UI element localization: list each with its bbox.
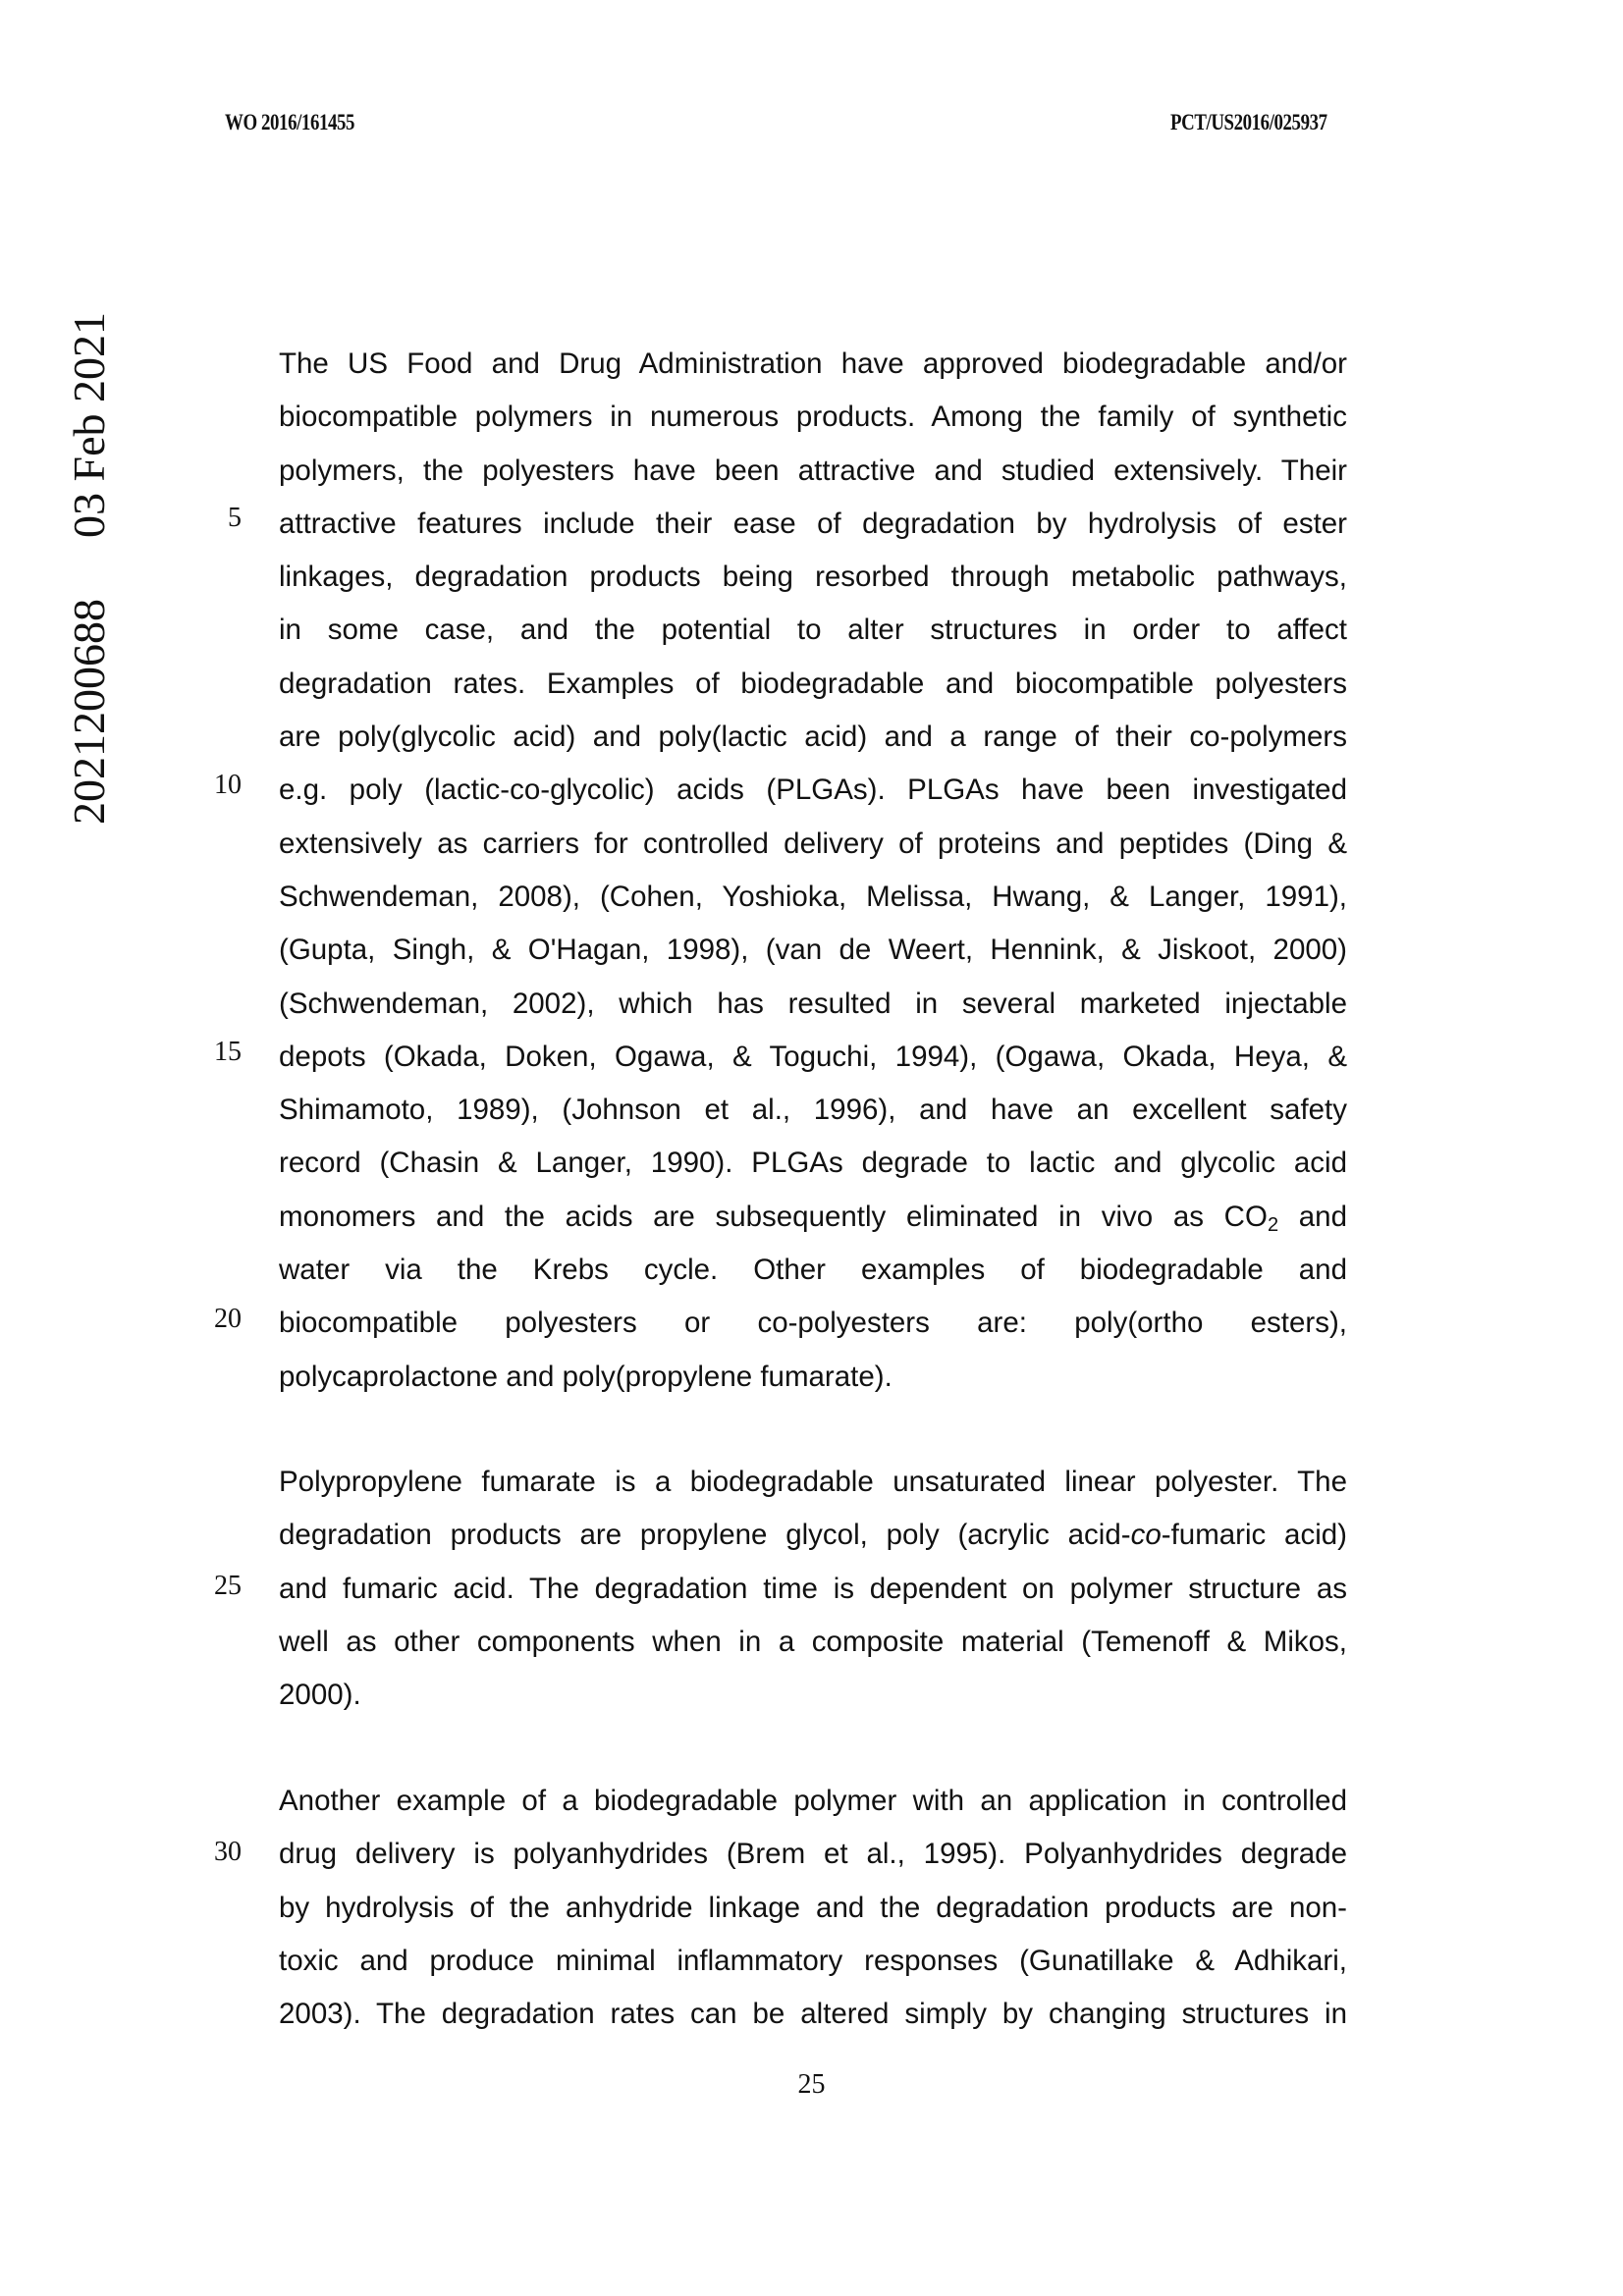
- page-number: 25: [797, 2069, 826, 2100]
- text-line: water via the Krebs cycle. Other examples of biodegradable and: [279, 1254, 1347, 1287]
- text-line: Another example of a biodegradable polymer with an application in controlled: [279, 1785, 1347, 1817]
- publication-number: WO 2016/161455: [225, 110, 355, 134]
- line-number: 10: [214, 770, 242, 800]
- text-line: attractive features include their ease of degradation by hydrolysis of ester: [279, 507, 1347, 540]
- text-line-main: monomers and the acids are subsequently eliminated in vivo as $CO_2$ and: [279, 1200, 1347, 1236]
- line-number: 25: [214, 1571, 242, 1601]
- paragraph-3: [279, 1775, 1347, 2041]
- text-line: (Gupta, Singh, & O'Hagan, 1998), (van de Weert, Hennink, & Jiskoot, 2000): [279, 934, 1347, 967]
- text-line: well as other components when in a composite material (Temenoff & Mikos,: [279, 1625, 1347, 1658]
- text-line: Polypropylene fumarate is a biodegradable unsaturated linear polyester. The: [279, 1466, 1347, 1498]
- line-number: 5: [228, 503, 242, 533]
- side-date: 03 Feb 2021: [64, 312, 114, 538]
- paragraph-1: [279, 338, 1347, 1404]
- text-line: [279, 1191, 1347, 1244]
- text-line: linkages, degradation products being resorbed through metabolic pathways,: [279, 561, 1347, 594]
- text-line: depots (Okada, Doken, Ogawa, & Toguchi, 1994), (Ogawa, Okada, Heya, &: [279, 1040, 1347, 1073]
- text-line: Schwendeman, 2008), (Cohen, Yoshioka, Melissa, Hwang, & Langer, 1991),: [279, 880, 1347, 913]
- text-line: biocompatible polymers in numerous products. Among the family of synthetic: [279, 400, 1347, 434]
- text-line: [279, 1509, 1347, 1562]
- text-line: and fumaric acid. The degradation time is dependent on polymer structure as: [279, 1572, 1347, 1605]
- line-number: 20: [214, 1304, 242, 1334]
- text-line: drug delivery is polyanhydrides (Brem et al., 1995). Polyanhydrides degrade: [279, 1838, 1347, 1871]
- text-line: extensively as carriers for controlled delivery of proteins and peptides (Ding &: [279, 827, 1347, 860]
- text-line: are poly(glycolic acid) and poly(lactic acid) and a range of their co-polymers: [279, 721, 1347, 754]
- text-line: polymers, the polyesters have been attractive and studied extensively. Their: [279, 454, 1347, 487]
- italic-co: co: [1130, 1519, 1162, 1552]
- text-line: degradation rates. Examples of biodegradable and biocompatible polyesters: [279, 667, 1347, 700]
- text-line: in some case, and the potential to alter structures in order to affect: [279, 614, 1347, 647]
- text-line: Shimamoto, 1989), (Johnson et al., 1996), and have an excellent safety: [279, 1094, 1347, 1127]
- text-line: (Schwendeman, 2002), which has resulted in several marketed injectable: [279, 987, 1347, 1020]
- application-number: PCT/US2016/025937: [1170, 110, 1327, 134]
- side-document-number: 2021200688: [64, 599, 114, 825]
- text-segment: and: [1278, 1200, 1347, 1233]
- text-line: toxic and produce minimal inflammatory responses (Gunatillake & Adhikari,: [279, 1944, 1347, 1977]
- text-line: biocompatible polyesters or co-polyesters are: poly(ortho esters),: [279, 1307, 1347, 1340]
- text-line: The US Food and Drug Administration have approved biodegradable and/or: [279, 347, 1347, 380]
- text-segment: degradation products are propylene glycol, poly (acrylic acid-: [279, 1519, 1131, 1552]
- text-line: 2003). The degradation rates can be altered simply by changing structures in: [279, 1998, 1347, 2031]
- text-line: polycaprolactone and poly(propylene fumarate).: [279, 1360, 893, 1393]
- text-line: record (Chasin & Langer, 1990). PLGAs degrade to lactic and glycolic acid: [279, 1147, 1347, 1180]
- text-line: by hydrolysis of the anhydride linkage and the degradation products are non-: [279, 1891, 1347, 1924]
- side-stamp: [63, 196, 114, 825]
- paragraph-2: [279, 1456, 1347, 1722]
- text-line: e.g. poly (lactic-co-glycolic) acids (PLGAs). PLGAs have been investigated: [279, 774, 1347, 807]
- line-number: 15: [214, 1037, 242, 1067]
- line-number: 30: [214, 1837, 242, 1867]
- text-line: 2000).: [279, 1679, 361, 1712]
- text-segment: -fumaric acid): [1161, 1519, 1348, 1552]
- subscript-2: 2: [1267, 1213, 1279, 1236]
